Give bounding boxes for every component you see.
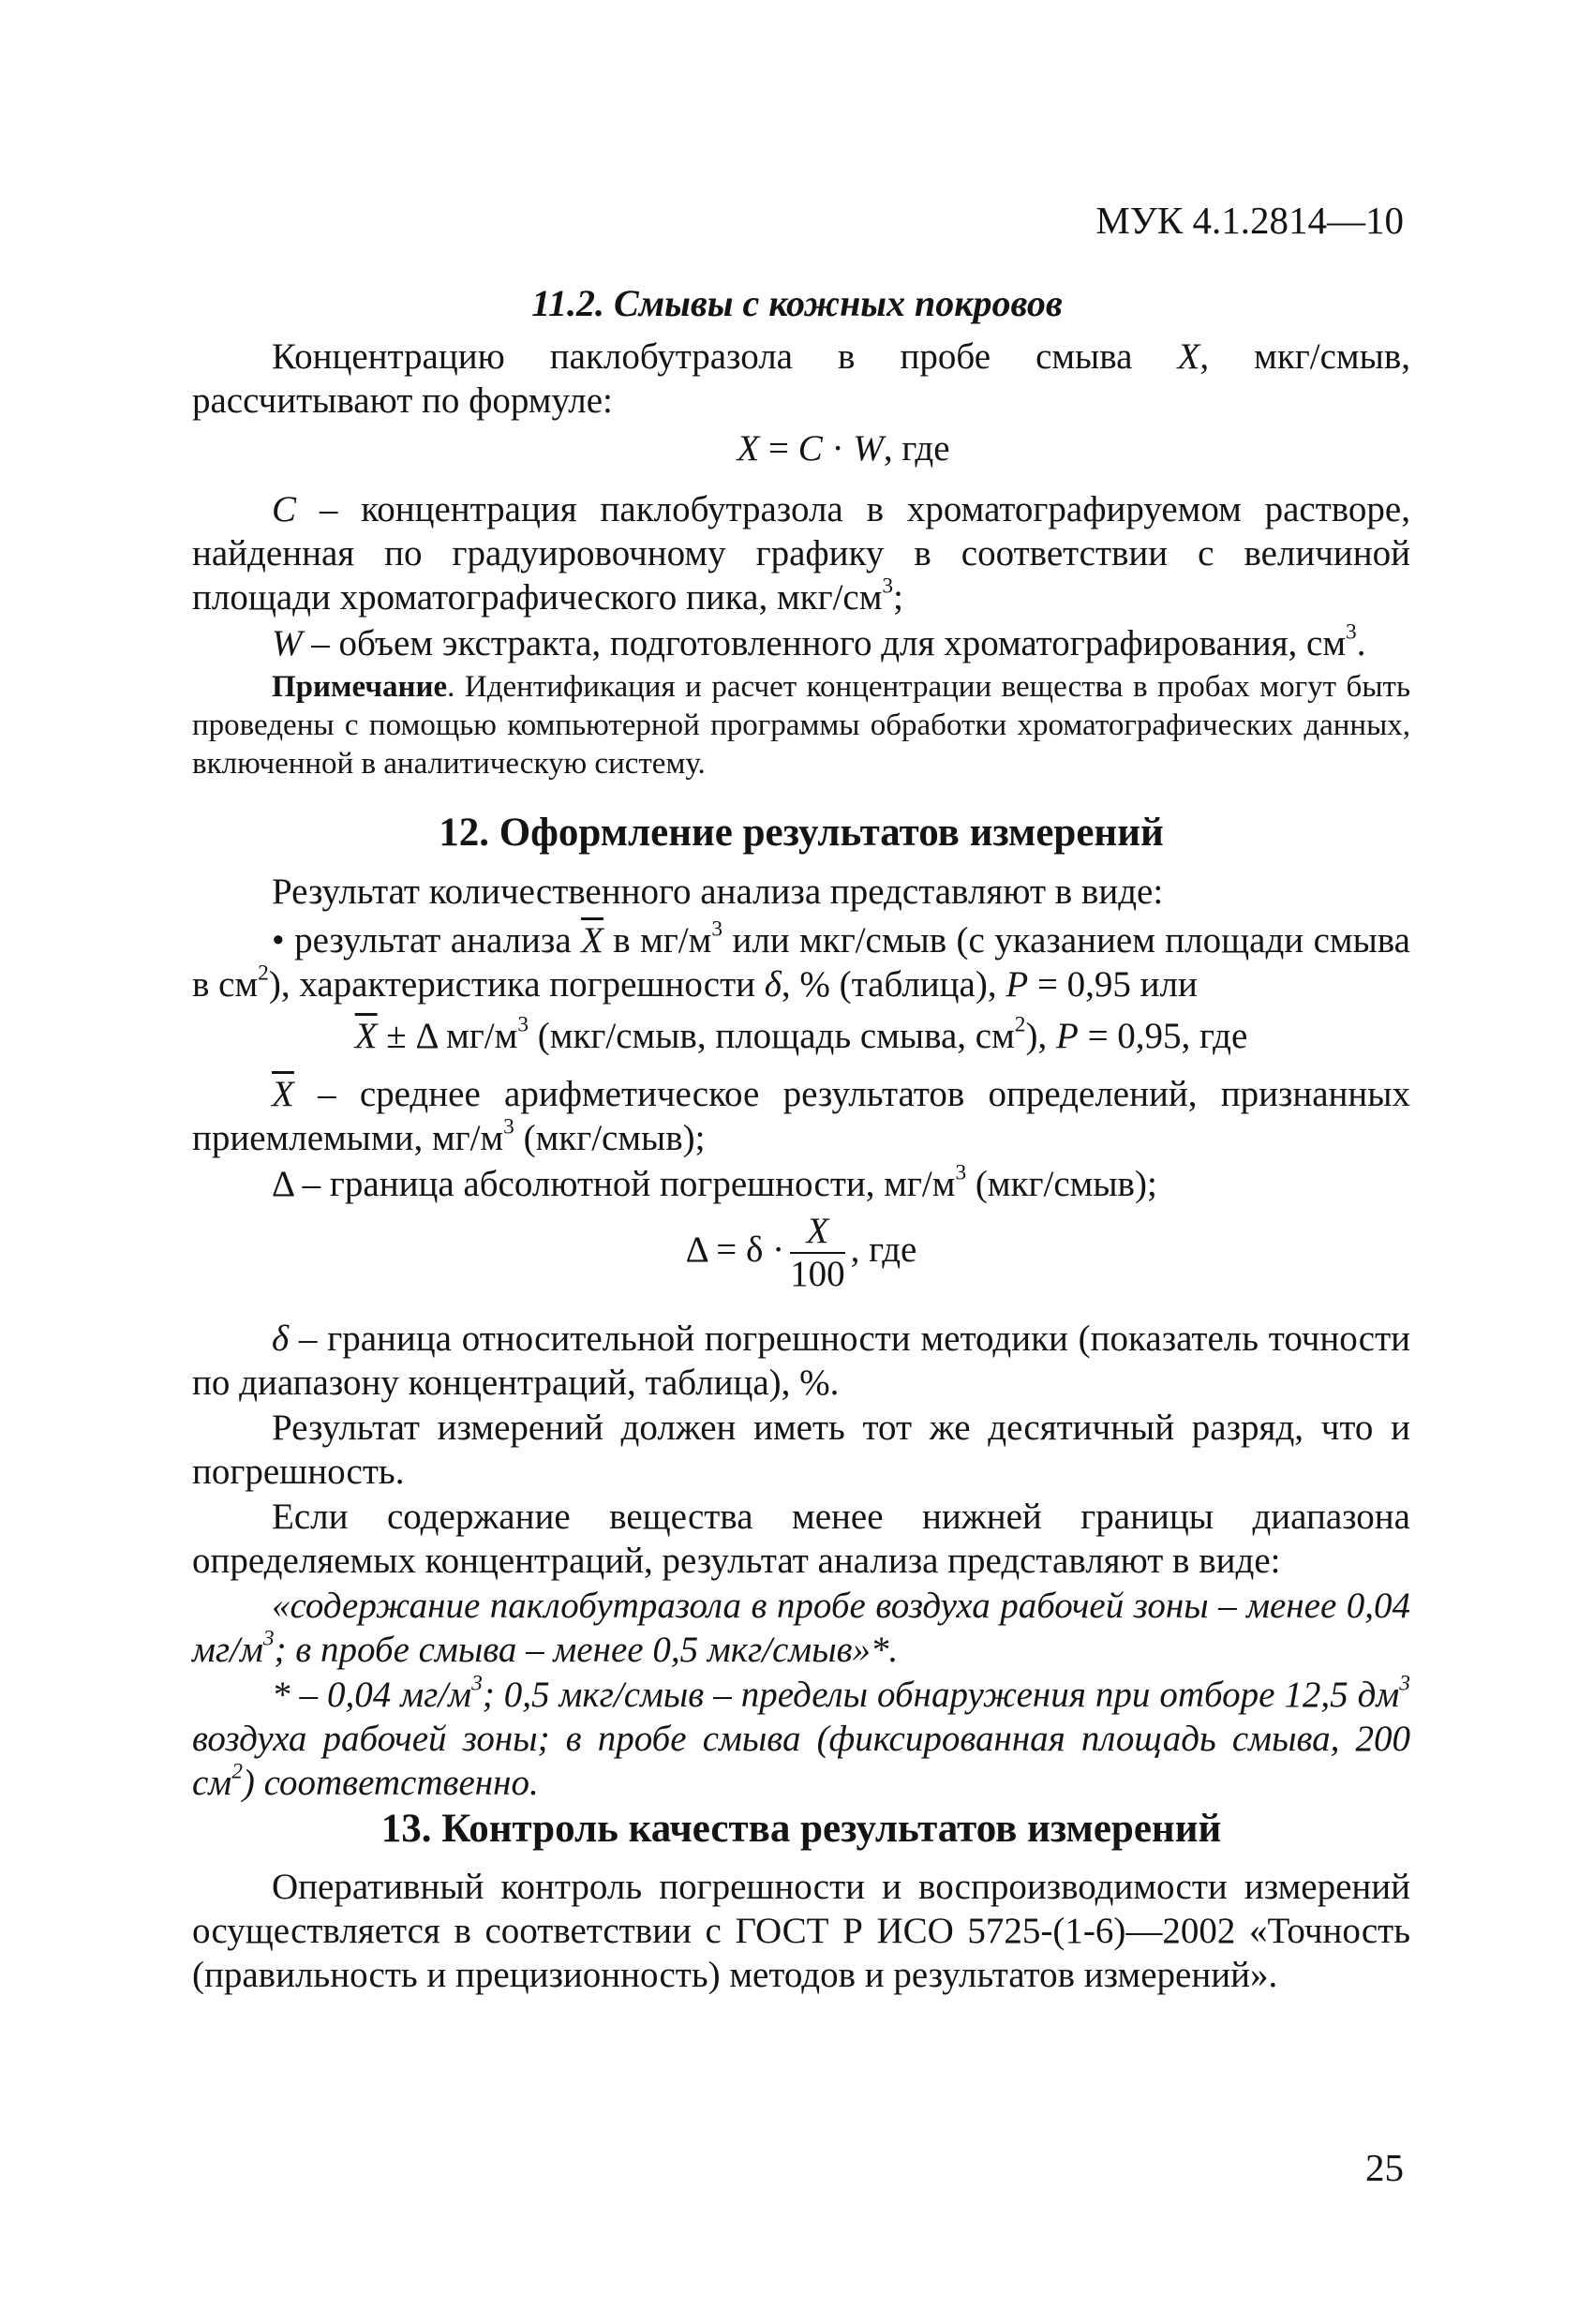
definition-xbar: $\overline{X}$ – среднее арифметическое результатов определений, признанных приемлемыми, $мг/м^3$ (мкг/смыв); (192, 1074, 1410, 1158)
paragraph-quality-control: Оперативный контроль погрешности и воспроизводимости измерений осуществляется в соответствии с ГОСТ Р ИСО 5725-(1-6)—2002 «Точность (правильность и прецизионность) методов и результатов измерений». (192, 1867, 1410, 1995)
note-label: Примечание (272, 670, 448, 704)
paragraph-decimal: Результат измерений должен иметь тот же десятичный разряд, что и погрешность. (192, 1408, 1410, 1492)
paragraph-below-range: Если содержание вещества менее нижней границы диапазона определяемых концентраций, результат анализа представляют в виде: (192, 1497, 1410, 1581)
subsection-title-11-2: 11.2. Смывы с кожных покровов (531, 282, 1063, 324)
formula-x-cw: X = C · W, где (737, 428, 950, 469)
definition-delta: Δ – граница абсолютной погрешности, $мг/м^3$ (мкг/смыв); (272, 1160, 1157, 1204)
section-title-13: 13. Контроль качества результатов измерений (380, 1807, 1222, 1851)
fraction: $\frac{X}{100}$ (790, 1211, 845, 1294)
page-number: 25 (1365, 2146, 1404, 2189)
paragraph-intro: Концентрацию паклобутразола в пробе смыва X, мкг/смыв, рассчитывают по формуле: (192, 336, 1410, 421)
formula-delta: Δ = δ · $\frac{X}{100}$ , где (685, 1211, 917, 1294)
definition-delta-relative: δ – граница относительной погрешности методики (показатель точности по диапазону концентраций, таблица), %. (192, 1318, 1410, 1403)
quote-result: «содержание паклобутразола в пробе воздуха рабочей зоны – менее 0,04 $мг/м^3$; в пробе смыва – менее 0,5 мкг/смыв»*. (192, 1586, 1410, 1670)
definition-w: W – объем экстракта, подготовленного для хроматографирования, $см^3$. (272, 619, 1366, 663)
footnote-detection-limits: * – 0,04 $мг/м^3$; 0,5 мкг/смыв – пределы обнаружения при отборе 12,5 $дм^3$ воздуха рабочей зоны; в пробе смыва (фиксированная площадь смыва, 200 $см^2$) соответственно. (192, 1671, 1410, 1803)
paragraph-lead: Результат количественного анализа представляют в виде: (272, 872, 1164, 912)
result-expression: $\overline{X} \pm \Delta$ $мг/м^3$ (мкг/смыв, площадь смыва, $см^2$), P = 0,95, где (354, 1012, 1248, 1056)
note-paragraph: Примечание. Идентификация и расчет концентрации вещества в пробах могут быть проведены с помощью компьютерной программы обработки хроматографических данных, включенной в аналитическую систему. (192, 670, 1410, 781)
section-title-12: 12. Оформление результатов измерений (439, 811, 1164, 855)
bullet-result: • результат анализа $\overline{X}$ в $мг/м^3$ или мкг/смыв (с указанием площади смыва в $см^2$), характеристика погрешности δ, % (таблица), P = 0,95 или (192, 916, 1410, 1005)
document-code: МУК 4.1.2814—10 (1095, 199, 1404, 242)
definition-c: C – концентрация паклобутразола в хроматографируемом растворе, найденная по градуировочному графику в соответствии с величиной площади хроматографического пика, мкг/$см^3$; (192, 489, 1410, 618)
